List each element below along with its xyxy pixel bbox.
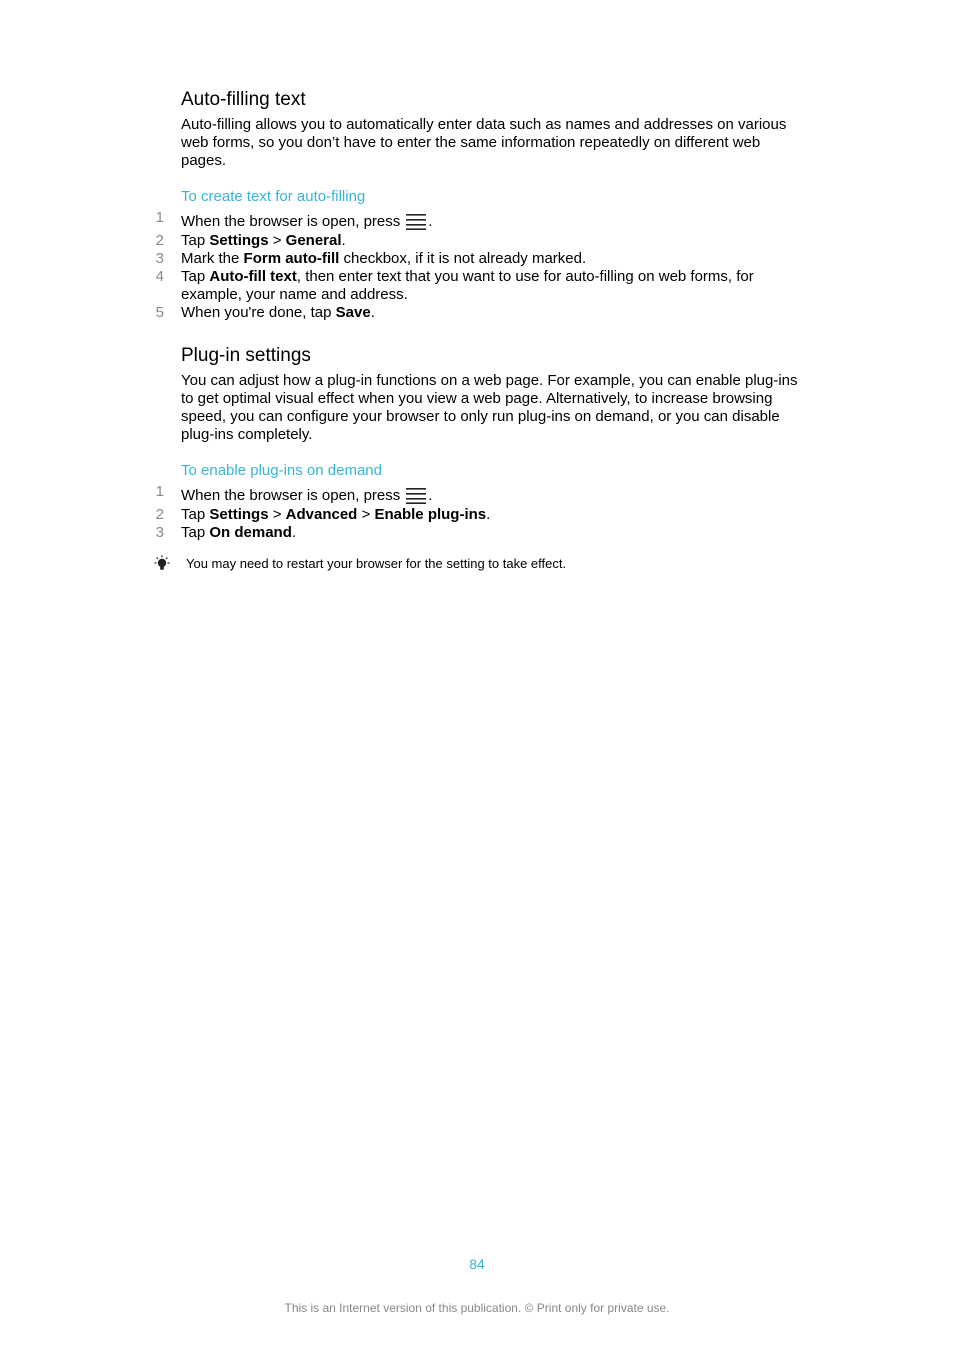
step-number: 2 — [155, 232, 164, 249]
ui-term: Enable plug-ins — [374, 506, 487, 523]
step-text: > — [268, 232, 286, 249]
step-number: 3 — [155, 250, 164, 267]
step-item — [155, 524, 801, 542]
step-item — [155, 250, 801, 268]
step-text: Tap — [181, 232, 210, 249]
lightbulb-tip-icon — [152, 554, 172, 574]
procedure-heading-enable-plugins: To enable plug-ins on demand — [181, 462, 382, 479]
footer-notice: This is an Internet version of this publication. © Print only for private use. — [284, 1301, 670, 1315]
step-text: When you're done, tap — [181, 304, 336, 321]
section-paragraph-auto-filling: Auto-filling allows you to automatically enter data such as names and addresses on various web forms, so you don’t have to enter the same information repeatedly on different web pages. — [181, 116, 787, 169]
step-text: . — [291, 524, 297, 541]
step-text: > — [268, 506, 286, 523]
step-text-after: . — [428, 213, 433, 230]
ui-term: Form auto-fill — [243, 250, 340, 267]
step-text: Tap — [181, 524, 210, 541]
step-number: 2 — [155, 506, 164, 523]
step-text: . — [486, 506, 491, 523]
step-text: When the browser is open, press — [181, 213, 401, 230]
ui-term: Auto-fill text — [209, 268, 297, 285]
step-item — [155, 268, 801, 304]
section-heading-plugin-settings: Plug-in settings — [181, 345, 311, 366]
tip-text: You may need to restart your browser for the setting to take effect. — [186, 556, 567, 571]
step-number: 1 — [155, 483, 164, 500]
page-content — [155, 88, 801, 572]
section-paragraph-plugin-settings: You can adjust how a plug-in functions on a web page. For example, you can enable plug-ins to get optimal visual effect when you view a web page. Alternatively, to increase browsing speed, you can configure your browser to only run plug-ins on demand, or you can disable plug-ins completely. — [181, 372, 798, 443]
ui-term: Settings — [209, 506, 269, 523]
step-item — [155, 209, 801, 232]
step-text-after: . — [428, 487, 433, 504]
menu-icon — [404, 486, 428, 504]
step-text: Tap — [181, 268, 210, 285]
step-number: 1 — [155, 209, 164, 226]
step-number: 5 — [155, 304, 164, 321]
step-text: . — [370, 304, 375, 321]
step-item — [155, 483, 801, 506]
step-number: 4 — [155, 268, 164, 285]
step-text: Mark the — [181, 250, 244, 267]
page-number: 84 — [469, 1256, 485, 1272]
step-text: , then enter text that you want to use for auto-filling on web forms, for example, your name and address. — [181, 268, 754, 303]
step-text: > — [357, 506, 375, 523]
ui-term: Save — [335, 304, 371, 321]
steps-list-autofill — [155, 209, 801, 322]
tip-note — [181, 556, 801, 572]
step-item — [155, 506, 801, 524]
step-text: When the browser is open, press — [181, 487, 401, 504]
section-plugin-settings — [155, 344, 801, 572]
ui-term: Settings — [209, 232, 269, 249]
ui-term: Advanced — [285, 506, 358, 523]
step-text: checkbox, if it is not already marked. — [339, 250, 587, 267]
step-text: . — [341, 232, 346, 249]
step-item — [155, 232, 801, 250]
ui-term: On demand — [209, 524, 292, 541]
step-item — [155, 304, 801, 322]
section-heading-auto-filling: Auto-filling text — [181, 89, 306, 110]
menu-icon — [404, 212, 428, 230]
steps-list-plugins — [155, 483, 801, 542]
step-number: 3 — [155, 524, 164, 541]
step-text: Tap — [181, 506, 210, 523]
ui-term: General — [285, 232, 342, 249]
procedure-heading-create-autofill: To create text for auto-filling — [181, 188, 366, 205]
